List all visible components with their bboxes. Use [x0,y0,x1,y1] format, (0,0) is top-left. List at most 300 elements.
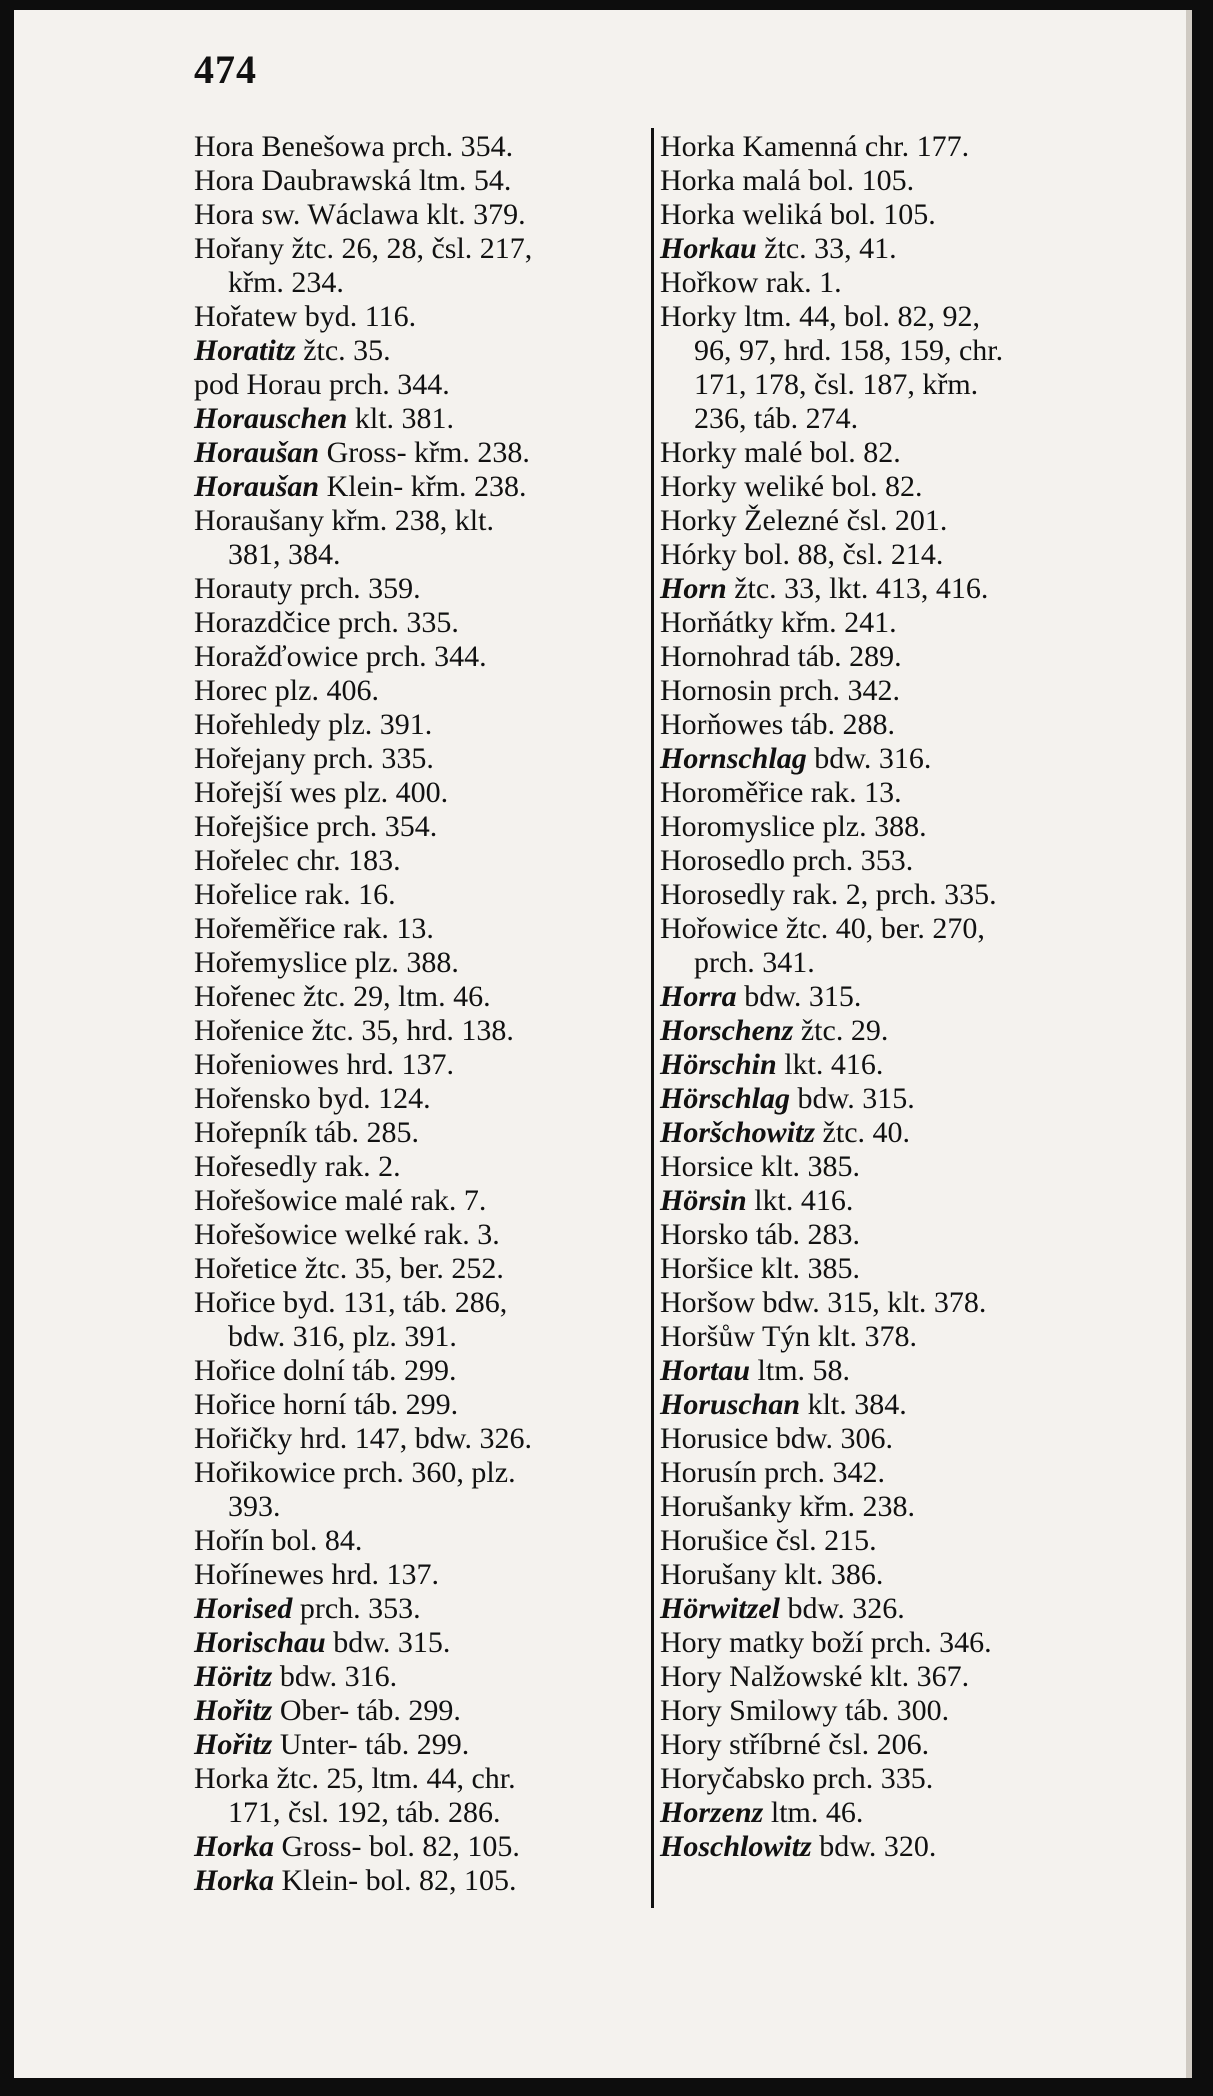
entry-place-name: Horatitz [194,334,296,367]
index-entry [660,1252,1100,1286]
entry-place-name: Horosedly [660,878,785,911]
index-entry [194,232,634,266]
entry-place-name: Horoměřice [660,776,804,809]
entry-place-name: pod Horau [194,368,322,401]
entry-references: prch. 344. [358,640,487,673]
index-entry [194,1014,634,1048]
index-entry [660,1558,1100,1592]
index-entry [194,1728,634,1762]
entry-references: prch. 359. [292,572,421,605]
entry-references: žtc. 33, lkt. 413, 416. [726,572,989,605]
entry-references: rak. 3. [416,1218,500,1251]
entry-references: křm. 238. [791,1490,915,1523]
entry-references: ltm. 44, bol. 82, 92, [736,300,980,333]
entry-references: klt. 385. [753,1252,860,1285]
entry-place-name: Horka Kamenná [660,130,858,163]
index-entry [194,844,634,878]
entry-place-name: Hořitz [194,1728,273,1761]
index-entry [194,1116,634,1150]
entry-references: bdw. 316, plz. 391. [228,1320,457,1353]
index-entry [660,1286,1100,1320]
index-entry [194,1762,634,1796]
entry-references: Ober- táb. 299. [272,1694,461,1727]
index-entry [194,334,634,368]
index-entry [660,1082,1100,1116]
entry-references: bdw. 315. [325,1626,451,1659]
index-entry [660,572,1100,606]
index-entry [194,1082,634,1116]
index-entry [660,1592,1100,1626]
index-entry [660,844,1100,878]
index-entry [194,1456,634,1490]
entry-references: hrd. 147, bdw. 326. [292,1422,533,1455]
entry-references: 236, táb. 274. [694,402,859,435]
entry-references: rak. 13. [335,912,434,945]
entry-references: čsl. 201. [839,504,948,537]
index-entry [194,1558,634,1592]
entry-references: čsl. 215. [768,1524,877,1557]
entry-references: Gross- bol. 82, 105. [274,1830,520,1863]
entry-place-name: Horušany [660,1558,777,1591]
right-column [660,130,1100,1864]
index-entry [660,504,1100,538]
entry-references: žtc. 35. [295,334,391,367]
entry-place-name: Hořitz [194,1694,273,1727]
index-entry [194,1184,634,1218]
index-entry [194,1422,634,1456]
entry-references: prch. 353. [784,844,914,877]
entry-place-name: Horušice [660,1524,769,1557]
entry-place-name: Horzenz [660,1796,764,1829]
entry-place-name: Horaušan [194,436,320,469]
entry-references: žtc. 25, ltm. 44, chr. [268,1762,516,1795]
entry-references: bdw. 316. [806,742,932,775]
entry-references: plz. 388. [814,810,927,843]
index-entry [194,1354,634,1388]
entry-references: rak. 7. [403,1184,487,1217]
entry-place-name: Hory Nalžowské [660,1660,863,1693]
entry-place-name: Hořice [194,1286,276,1319]
entry-references: 171, 178, čsl. 187, křm. [694,368,979,401]
index-entry-continuation [194,1320,634,1354]
entry-references: klt. 385. [753,1150,860,1183]
index-entry [660,1762,1100,1796]
index-entry [660,1388,1100,1422]
entry-place-name: Horyčabsko [660,1762,805,1795]
index-entry [660,1524,1100,1558]
index-entry [660,1354,1100,1388]
entry-references: žtc. 33, 41. [756,232,897,265]
entry-references: prch. 354. [384,130,514,163]
entry-place-name: Horised [194,1592,293,1625]
index-entry [194,470,634,504]
index-entry [194,504,634,538]
index-entry-continuation [660,368,1100,402]
entry-references: bol. 105. [800,164,915,197]
entry-references: bol. 88, čsl. 214. [736,538,944,571]
index-entry [194,402,634,436]
entry-place-name: Hořínewes [194,1558,324,1591]
entry-references: žtc. 40, ber. 270, [778,912,985,945]
entry-references: lkt. 416. [746,1184,854,1217]
index-entry [660,1014,1100,1048]
entry-place-name: Hořetice [194,1252,298,1285]
entry-place-name: Hořičky [194,1422,293,1455]
entry-references: ltm. 54. [411,164,512,197]
index-entry [194,198,634,232]
entry-place-name: Horsice [660,1150,754,1183]
index-entry [660,1218,1100,1252]
index-entry [660,674,1100,708]
index-entry [194,1694,634,1728]
index-entry [194,1286,634,1320]
entry-place-name: Horky Železné [660,504,840,537]
entry-place-name: Hořeměřice [194,912,336,945]
entry-place-name: Hořkow [660,266,759,299]
entry-place-name: Hořešowice welké [194,1218,417,1251]
index-entry [660,1456,1100,1490]
entry-references: 381, 384. [228,538,341,571]
entry-references: rak. 1. [758,266,842,299]
index-entry [194,708,634,742]
entry-references: klt. 381. [347,402,455,435]
entry-references: Unter- táb. 299. [272,1728,470,1761]
page-number: 474 [194,47,257,92]
entry-place-name: Horňowes [660,708,784,741]
entry-references: žtc. 35, hrd. 138. [303,1014,514,1047]
entry-place-name: Horaušan [194,470,320,503]
entry-place-name: Horka weliká [660,198,823,231]
entry-place-name: Horauty [194,572,293,605]
entry-place-name: Hořesedly [194,1150,318,1183]
entry-references: táb. 289. [789,640,902,673]
index-entry [194,368,634,402]
entry-place-name: Hořenec [194,980,296,1013]
entry-place-name: Horky malé [660,436,803,469]
entry-references: prch. 335. [330,606,459,639]
entry-place-name: Hornohrad [660,640,790,673]
entry-place-name: Hora Benešowa [194,130,385,163]
entry-place-name: Hörschlag [660,1082,791,1115]
entry-place-name: Horusín [660,1456,757,1489]
index-entry [194,436,634,470]
index-entry [660,1422,1100,1456]
entry-references: křm. 241. [773,606,897,639]
entry-references: táb. 299. [344,1354,457,1387]
entry-references: bdw. 326. [780,1592,905,1625]
entry-references: bdw. 320. [811,1830,937,1863]
entry-references: plz. 388. [347,946,459,979]
index-entry [660,1320,1100,1354]
entry-place-name: Hornschlag [660,742,807,775]
entry-place-name: Hořepník [194,1116,308,1149]
entry-references: bdw. 315. [736,980,862,1013]
index-entry [660,300,1100,334]
entry-references: čsl. 206. [820,1728,930,1761]
entry-place-name: Hořensko [194,1082,311,1115]
index-entry [660,1796,1100,1830]
entry-references: křm. 238, klt. [323,504,494,537]
index-entry-continuation [194,1796,634,1830]
index-entry [660,776,1100,810]
index-entry [660,470,1100,504]
entry-place-name: Horšice [660,1252,754,1285]
index-entry [194,640,634,674]
index-entry [660,1048,1100,1082]
entry-place-name: Hořenice [194,1014,304,1047]
entry-place-name: Horn [660,572,727,605]
entry-references: táb. 299. [346,1388,459,1421]
entry-references: bdw. 306. [768,1422,894,1455]
index-entry [660,606,1100,640]
entry-references: chr. 177. [857,130,970,163]
index-entry [660,538,1100,572]
entry-place-name: Horaušany [194,504,324,537]
index-entry [194,1252,634,1286]
entry-place-name: Hórky [660,538,737,571]
entry-references: prch. 353. [292,1592,421,1625]
index-entry [194,878,634,912]
index-entry [660,878,1100,912]
index-entry [194,300,634,334]
entry-references: 393. [228,1490,281,1523]
entry-place-name: Hörwitzel [660,1592,781,1625]
index-entry [194,1660,634,1694]
index-entry [194,674,634,708]
entry-references: táb. 300. [837,1694,950,1727]
entry-references: klt. 379. [418,198,526,231]
entry-place-name: Hořemyslice [194,946,348,979]
entry-place-name: Horra [660,980,737,1013]
entry-references: klt. 384. [800,1388,907,1421]
index-entry [660,1728,1100,1762]
entry-references: rak. 16. [297,878,396,911]
index-entry [194,946,634,980]
entry-references: prch. 360, plz. [335,1456,516,1489]
entry-references: táb. 285. [307,1116,419,1149]
entry-references: hrd. 137. [338,1048,454,1081]
entry-references: žtc. 35, ber. 252. [297,1252,504,1285]
entry-place-name: Hořany [194,232,284,265]
entry-references: táb. 288. [783,708,895,741]
index-entry-continuation [660,946,1100,980]
index-entry [660,1116,1100,1150]
entry-place-name: Horischau [194,1626,326,1659]
entry-references: ltm. 58. [750,1354,851,1387]
entry-references: žtc. 29. [793,1014,889,1047]
entry-references: žtc. 26, 28, čsl. 217, [283,232,533,265]
entry-references: Klein- křm. 238. [319,470,527,503]
index-entry [194,742,634,776]
index-entry [194,130,634,164]
entry-place-name: Horazdčice [194,606,331,639]
entry-place-name: Hory stříbrné [660,1728,821,1761]
index-entry [660,1150,1100,1184]
index-entry [194,1830,634,1864]
entry-place-name: Horuschan [660,1388,801,1421]
index-entry [194,164,634,198]
index-entry-continuation [194,266,634,300]
left-column [194,130,634,1898]
entry-place-name: Hořelice [194,878,298,911]
entry-place-name: Hořešowice malé [194,1184,404,1217]
entry-place-name: Horusice [660,1422,769,1455]
entry-place-name: Höritz [194,1660,273,1693]
index-entry [660,1694,1100,1728]
index-entry [194,1218,634,1252]
entry-references: bol. 105. [822,198,936,231]
index-entry [660,436,1100,470]
entry-references: 171, čsl. 192, táb. 286. [228,1796,501,1829]
index-entry [194,572,634,606]
entry-references: prch. 342. [771,674,900,707]
entry-place-name: Horšůw Týn [660,1320,811,1353]
index-entry [194,1524,634,1558]
index-entry [194,1864,634,1898]
entry-references: byd. 124. [310,1082,431,1115]
entry-references: prch. 344. [321,368,450,401]
entry-place-name: Hořatew [194,300,298,333]
entry-references: chr. 183. [288,844,401,877]
index-entry [194,1626,634,1660]
index-entry [660,708,1100,742]
index-entry [194,1592,634,1626]
entry-place-name: Hoschlowitz [660,1830,812,1863]
entry-place-name: Hora Daubrawská [194,164,412,197]
entry-references: 96, 97, hrd. 158, 159, chr. [694,334,1004,367]
entry-place-name: Hořelec [194,844,289,877]
index-entry-continuation [194,1490,634,1524]
entry-references: rak. 2, prch. 335. [784,878,997,911]
entry-place-name: Hořikowice [194,1456,336,1489]
book-page [14,10,1192,2078]
index-entry [660,980,1100,1014]
index-entry [660,1660,1100,1694]
index-entry [194,810,634,844]
entry-references: klt. 378. [810,1320,917,1353]
entry-references: byd. 116. [297,300,417,333]
entry-references: plz. 391. [320,708,433,741]
index-entry-continuation [194,538,634,572]
entry-references: byd. 131, táb. 286, [275,1286,508,1319]
entry-references: bdw. 315, klt. 378. [755,1286,987,1319]
index-entry [194,1150,634,1184]
entry-place-name: Horka [194,1830,275,1863]
entry-references: bdw. 316. [272,1660,398,1693]
index-entry [660,912,1100,946]
entry-place-name: Hořice dolní [194,1354,345,1387]
entry-references: prch. 335. [804,1762,934,1795]
entry-place-name: Hořeniowes [194,1048,339,1081]
entry-place-name: Hora sw. Wáclawa [194,198,419,231]
entry-place-name: Hořehledy [194,708,321,741]
entry-place-name: Horky [660,300,737,333]
entry-place-name: Hornosin [660,674,772,707]
entry-place-name: Hořejany [194,742,306,775]
index-entry [194,606,634,640]
entry-place-name: Hörsin [660,1184,747,1217]
entry-references: lkt. 416. [776,1048,884,1081]
entry-place-name: Horšchowitz [660,1116,816,1149]
entry-place-name: Hořice horní [194,1388,347,1421]
index-entry [660,640,1100,674]
entry-place-name: Horka [194,1762,269,1795]
entry-references: rak. 2. [317,1150,401,1183]
entry-references: bol. 82. [802,436,901,469]
index-entry [660,1184,1100,1218]
entry-place-name: Horec [194,674,268,707]
entry-references: ltm. 46. [763,1796,864,1829]
entry-references: prch. 342. [756,1456,885,1489]
index-entry [194,776,634,810]
entry-place-name: Horka malá [660,164,801,197]
entry-place-name: Hory Smilowy [660,1694,838,1727]
entry-place-name: Horsko [660,1218,749,1251]
entry-references: prch. 346. [863,1626,992,1659]
entry-references: rak. 13. [803,776,902,809]
index-entry [194,1048,634,1082]
entry-references: prch. 354. [308,810,438,843]
entry-place-name: Horkau [660,232,757,265]
entry-place-name: Hořín [194,1524,264,1557]
entry-place-name: Horky weliké [660,470,825,503]
index-entry-continuation [660,334,1100,368]
entry-place-name: Hořejšice [194,810,309,843]
entry-place-name: Hořowice [660,912,779,945]
index-entry [660,198,1100,232]
entry-references: klt. 367. [862,1660,970,1693]
index-entry [660,266,1100,300]
entry-place-name: Horosedlo [660,844,785,877]
index-entry [660,810,1100,844]
column-divider [651,128,654,1908]
index-entry [660,742,1100,776]
entry-place-name: Horomyslice [660,810,815,843]
index-entry [194,912,634,946]
entry-place-name: Hory matky boží [660,1626,864,1659]
entry-place-name: Hortau [660,1354,751,1387]
index-entry [194,1388,634,1422]
entry-references: křm. 234. [228,266,344,299]
entry-place-name: Hořejší wes [194,776,337,809]
entry-references: bol. 84. [264,1524,363,1557]
entry-references: táb. 283. [748,1218,860,1251]
entry-place-name: Horňátky [660,606,774,639]
entry-place-name: Horažďowice [194,640,359,673]
entry-place-name: Horauschen [194,402,348,435]
index-entry [660,1490,1100,1524]
index-entry-continuation [660,402,1100,436]
entry-place-name: Hörschin [660,1048,777,1081]
entry-references: plz. 406. [267,674,379,707]
index-entry [660,1626,1100,1660]
entry-references: prch. 341. [694,946,815,979]
entry-place-name: Horšow [660,1286,755,1319]
entry-references: bdw. 315. [790,1082,915,1115]
index-entry [660,164,1100,198]
entry-place-name: Horka [194,1864,275,1897]
entry-references: Gross- křm. 238. [319,436,530,469]
entry-references: žtc. 40. [815,1116,911,1149]
entry-references: hrd. 137. [323,1558,439,1591]
index-entry [660,130,1100,164]
entry-references: plz. 400. [336,776,449,809]
entry-place-name: Horušanky [660,1490,792,1523]
entry-references: prch. 335. [305,742,434,775]
index-entry [194,980,634,1014]
index-entry [660,1830,1100,1864]
entry-place-name: Horschenz [660,1014,794,1047]
